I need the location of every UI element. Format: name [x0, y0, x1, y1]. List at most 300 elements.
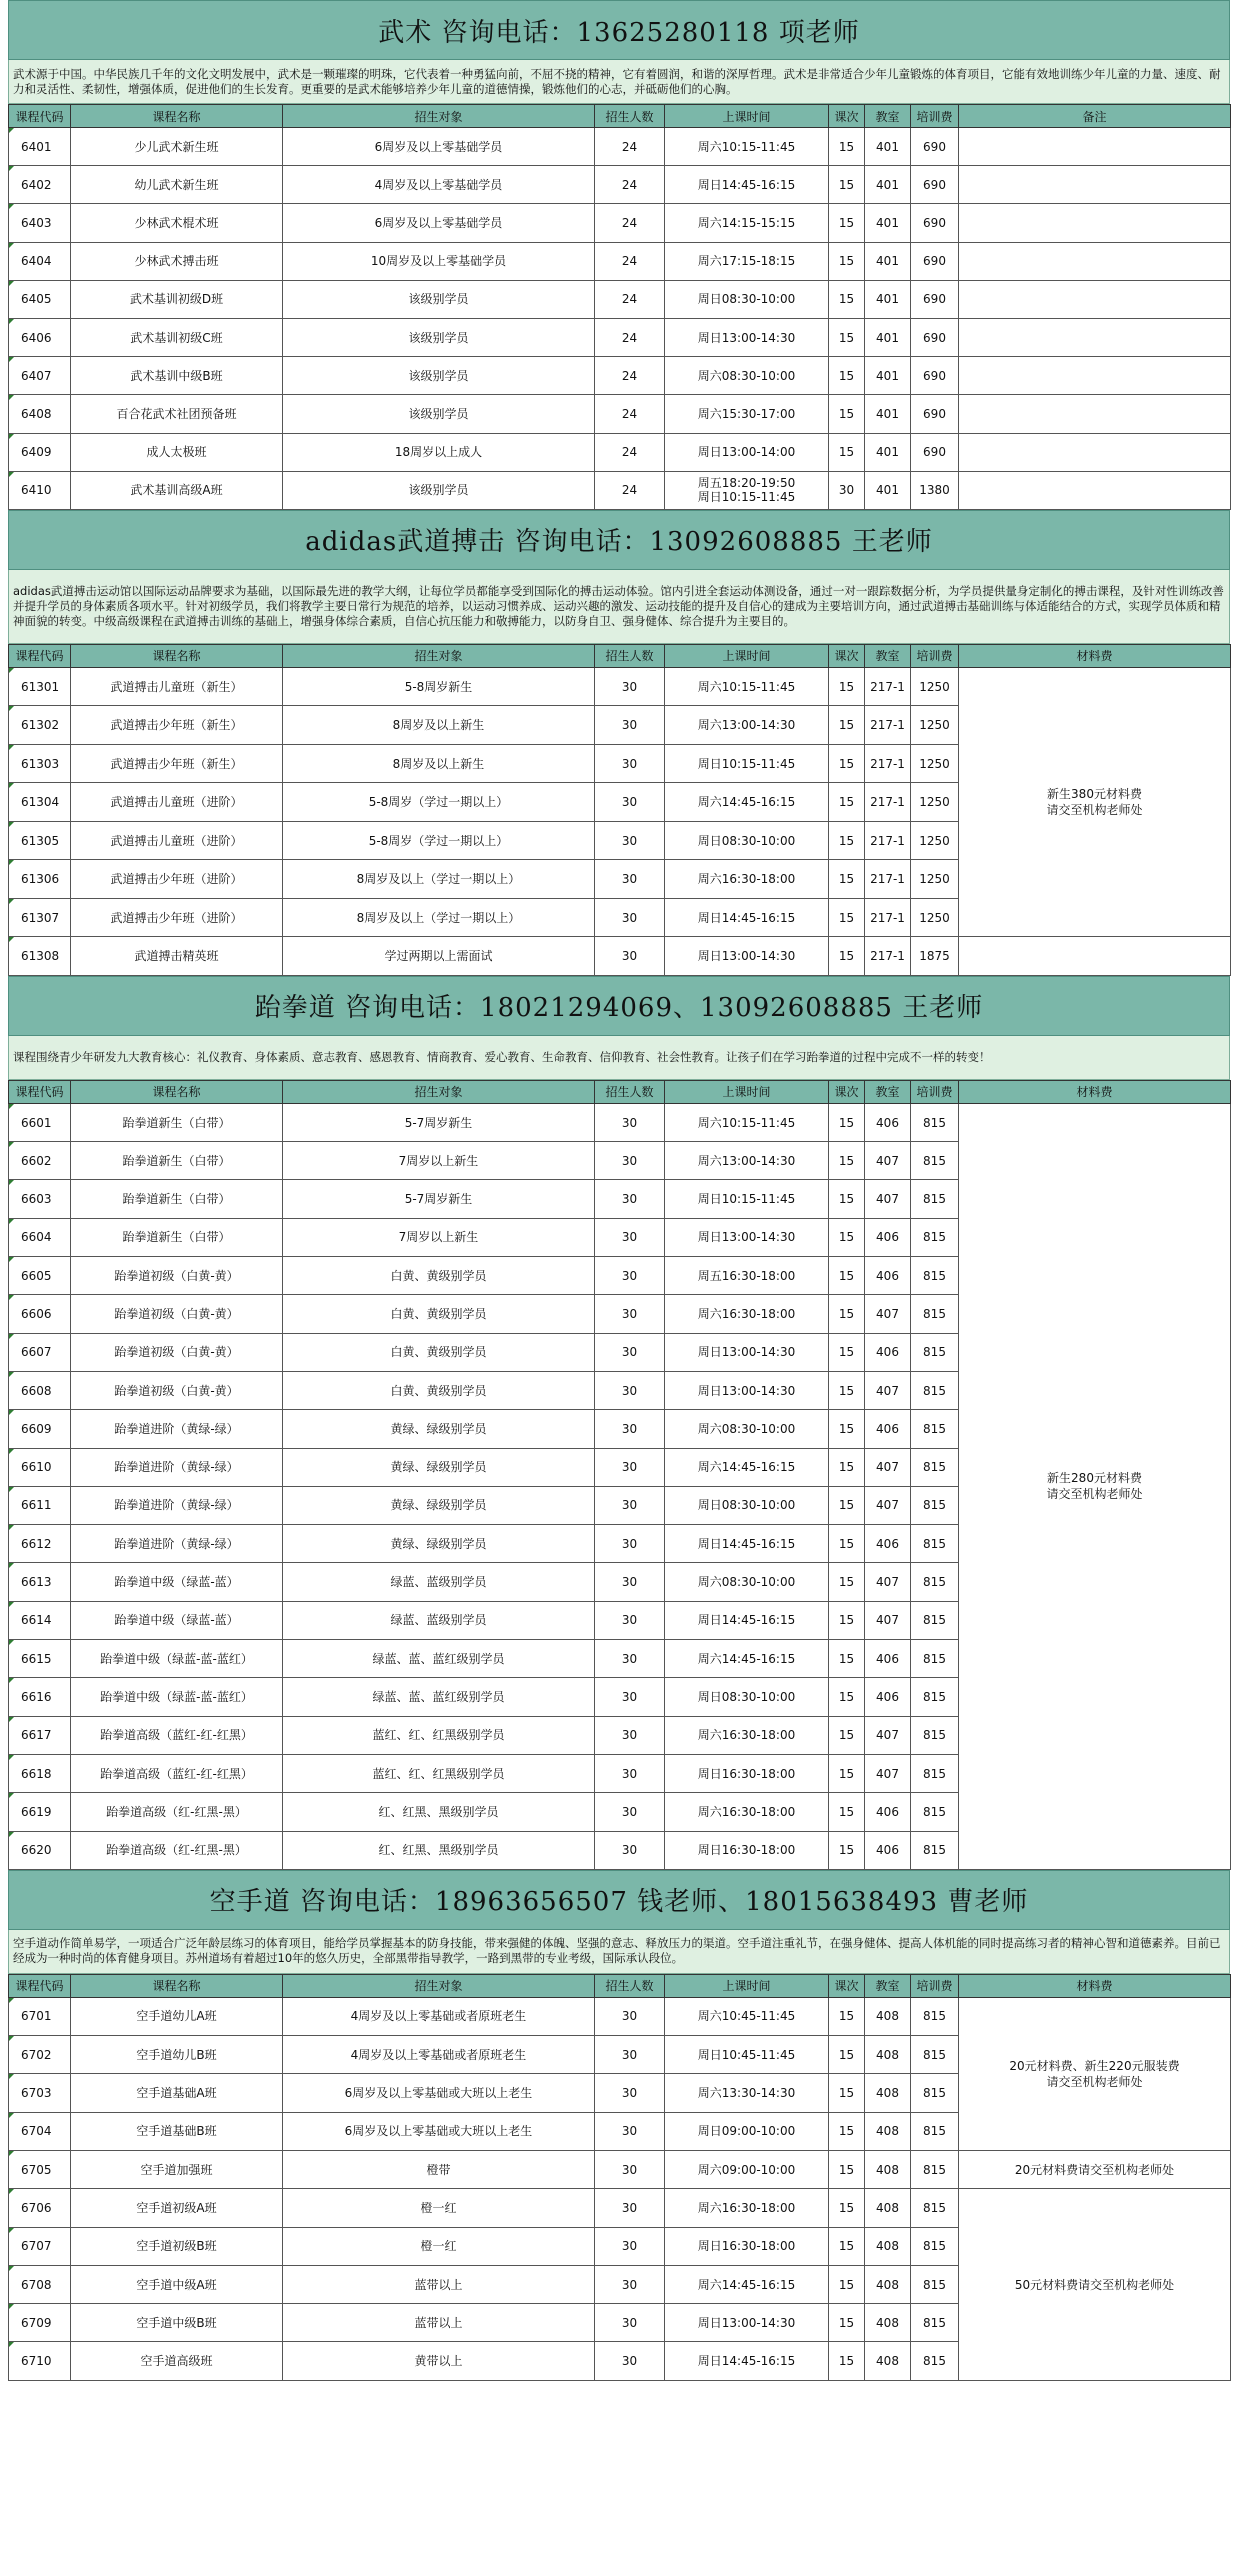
table-row: [9, 280, 1231, 318]
table-cell: 空手道高级班: [71, 2342, 283, 2380]
table-cell: 6617: [9, 1716, 71, 1754]
table-cell: 15: [829, 1831, 865, 1869]
table-row: [9, 2189, 1231, 2227]
table-cell: 6610: [9, 1448, 71, 1486]
table-cell: 217-1: [865, 706, 911, 745]
table-cell: 61303: [9, 744, 71, 783]
table-cell: 61302: [9, 706, 71, 745]
table-cell: 30: [595, 1142, 665, 1180]
table-cell: 7周岁以上新生: [283, 1218, 595, 1256]
table-cell: 6402: [9, 166, 71, 204]
table-cell: 815: [911, 2189, 959, 2227]
table-cell: 401: [865, 395, 911, 433]
table-cell: 815: [911, 2036, 959, 2074]
table-cell: 白黄、黄级别学员: [283, 1257, 595, 1295]
table-cell: 6616: [9, 1678, 71, 1716]
column-header: 招生人数: [595, 1080, 665, 1103]
table-cell: 6601: [9, 1103, 71, 1141]
table-cell: 15: [829, 242, 865, 280]
table-cell: 30: [595, 1410, 665, 1448]
table-cell: 周日14:45-16:15: [665, 2342, 829, 2380]
column-header: 培训费: [911, 1974, 959, 1997]
table-header-row: [9, 1080, 1231, 1103]
table-row: [9, 471, 1231, 509]
table-cell: 6周岁及以上零基础学员: [283, 128, 595, 166]
table-cell: 690: [911, 280, 959, 318]
table-cell: 15: [829, 433, 865, 471]
column-header: 课次: [829, 1974, 865, 1997]
column-header: 招生人数: [595, 105, 665, 128]
section-title: 武术 咨询电话：13625280118 项老师: [8, 0, 1230, 60]
table-cell: 6607: [9, 1333, 71, 1371]
table-cell: 武术基训初级D班: [71, 280, 283, 318]
table-cell: 406: [865, 1218, 911, 1256]
table-cell: 少儿武术新生班: [71, 128, 283, 166]
table-cell: 30: [595, 2189, 665, 2227]
table-cell: 15: [829, 937, 865, 976]
table-cell: 周日10:45-11:45: [665, 2036, 829, 2074]
table-cell: 周日10:15-11:45: [665, 1180, 829, 1218]
table-cell: 30: [595, 2227, 665, 2265]
table-cell: 周六10:15-11:45: [665, 1103, 829, 1141]
table-cell: 15: [829, 1601, 865, 1639]
material-fee-note: 20元材料费请交至机构老师处: [959, 2151, 1231, 2189]
table-cell: 周六13:00-14:30: [665, 706, 829, 745]
table-cell: 跆拳道初级（白黄-黄）: [71, 1333, 283, 1371]
table-cell: 6613: [9, 1563, 71, 1601]
table-cell: 815: [911, 1142, 959, 1180]
table-cell: 6710: [9, 2342, 71, 2380]
table-cell: 5-7周岁新生: [283, 1180, 595, 1218]
table-cell: 周六08:30-10:00: [665, 357, 829, 395]
table-cell: 15: [829, 1218, 865, 1256]
table-cell: 30: [595, 860, 665, 899]
table-cell: 周日13:00-14:30: [665, 1333, 829, 1371]
table-cell: 6408: [9, 395, 71, 433]
table-cell: 30: [595, 1997, 665, 2035]
table-cell: 815: [911, 1754, 959, 1792]
table-cell: 15: [829, 2265, 865, 2303]
table-cell: 815: [911, 1371, 959, 1409]
table-cell: 406: [865, 1103, 911, 1141]
table-cell: 61301: [9, 667, 71, 706]
table-header-row: [9, 105, 1231, 128]
table-cell: 15: [829, 1678, 865, 1716]
section-wudao: [8, 510, 1230, 976]
table-cell: 周日13:00-14:30: [665, 318, 829, 356]
table-cell: 空手道中级A班: [71, 2265, 283, 2303]
column-header: 教室: [865, 105, 911, 128]
table-cell: 少林武术搏击班: [71, 242, 283, 280]
table-cell: 30: [595, 1448, 665, 1486]
table-cell-remark: [959, 318, 1231, 356]
table-row: [9, 1103, 1231, 1141]
table-cell: 401: [865, 357, 911, 395]
table-cell: 5-8周岁新生: [283, 667, 595, 706]
table-cell: 690: [911, 433, 959, 471]
table-cell: 成人太极班: [71, 433, 283, 471]
table-cell: 217-1: [865, 744, 911, 783]
table-cell: 8周岁及以上（学过一期以上）: [283, 898, 595, 937]
table-cell: 18周岁以上成人: [283, 433, 595, 471]
table-cell: 武术基训高级A班: [71, 471, 283, 509]
table-cell: 6704: [9, 2112, 71, 2150]
table-cell: 30: [595, 1678, 665, 1716]
column-header-extra: 材料费: [959, 1974, 1231, 1997]
table-cell: 6703: [9, 2074, 71, 2112]
table-cell: 815: [911, 1218, 959, 1256]
table-cell: 30: [595, 2074, 665, 2112]
table-cell: 少林武术棍术班: [71, 204, 283, 242]
table-cell: 24: [595, 471, 665, 509]
table-cell: 6周岁及以上零基础学员: [283, 204, 595, 242]
table-cell: 24: [595, 357, 665, 395]
table-cell: 30: [595, 2112, 665, 2150]
table-cell: 蓝带以上: [283, 2304, 595, 2342]
table-cell: 跆拳道新生（白带）: [71, 1103, 283, 1141]
table-cell: 5-8周岁（学过一期以上）: [283, 783, 595, 822]
course-table: [8, 104, 1231, 510]
table-cell: 690: [911, 395, 959, 433]
table-cell: 15: [829, 357, 865, 395]
table-cell: 408: [865, 2304, 911, 2342]
table-cell: 815: [911, 1640, 959, 1678]
table-cell: 6609: [9, 1410, 71, 1448]
table-cell: 217-1: [865, 860, 911, 899]
table-cell: 武道搏击少年班（进阶）: [71, 860, 283, 899]
section-intro: [8, 60, 1230, 104]
table-cell: 空手道加强班: [71, 2151, 283, 2189]
table-cell: 30: [595, 744, 665, 783]
table-cell: 406: [865, 1793, 911, 1831]
table-cell: 橙带: [283, 2151, 595, 2189]
table-cell-remark: [959, 280, 1231, 318]
table-cell: 407: [865, 1486, 911, 1524]
section-intro: [8, 570, 1230, 644]
table-cell: 周日14:45-16:15: [665, 1601, 829, 1639]
table-cell: 408: [865, 2342, 911, 2380]
table-cell: 6404: [9, 242, 71, 280]
table-cell: 跆拳道进阶（黄绿-绿）: [71, 1486, 283, 1524]
column-header: 招生人数: [595, 644, 665, 667]
table-cell: 6618: [9, 1754, 71, 1792]
table-cell: 1250: [911, 667, 959, 706]
table-cell: 690: [911, 166, 959, 204]
table-cell: 407: [865, 1180, 911, 1218]
column-header: 上课时间: [665, 1974, 829, 1997]
table-cell: 周日08:30-10:00: [665, 280, 829, 318]
table-row: [9, 204, 1231, 242]
table-cell: 30: [595, 2265, 665, 2303]
table-header-row: [9, 644, 1231, 667]
table-cell: 武术基训中级B班: [71, 357, 283, 395]
table-cell: 15: [829, 1103, 865, 1141]
section-title: 空手道 咨询电话：18963656507 钱老师、18015638493 曹老师: [8, 1870, 1230, 1930]
table-cell: 815: [911, 2265, 959, 2303]
table-cell: 武道搏击少年班（进阶）: [71, 898, 283, 937]
table-cell-remark: [959, 433, 1231, 471]
table-cell: 4周岁及以上零基础或者原班老生: [283, 2036, 595, 2074]
table-cell: 蓝红、红、红黑级别学员: [283, 1754, 595, 1792]
table-cell: 绿蓝、蓝、蓝红级别学员: [283, 1678, 595, 1716]
table-cell: 6706: [9, 2189, 71, 2227]
table-cell: 跆拳道高级（红-红黑-黑）: [71, 1793, 283, 1831]
table-cell: 61307: [9, 898, 71, 937]
table-cell: 15: [829, 280, 865, 318]
table-cell: 15: [829, 1257, 865, 1295]
table-cell: 跆拳道初级（白黄-黄）: [71, 1295, 283, 1333]
table-cell: 6604: [9, 1218, 71, 1256]
table-cell: 红、红黑、黑级别学员: [283, 1831, 595, 1869]
table-cell: 白黄、黄级别学员: [283, 1295, 595, 1333]
table-cell: 周日13:00-14:30: [665, 937, 829, 976]
material-fee-note: 新生380元材料费 请交至机构老师处: [959, 667, 1231, 937]
table-cell: 690: [911, 318, 959, 356]
section-intro: [8, 1036, 1230, 1080]
table-row: [9, 242, 1231, 280]
table-cell: 30: [595, 1831, 665, 1869]
table-cell: 蓝红、红、红黑级别学员: [283, 1716, 595, 1754]
table-cell: 30: [595, 2342, 665, 2380]
table-cell: 周五18:20-19:50 周日10:15-11:45: [665, 471, 829, 509]
table-cell: 406: [865, 1640, 911, 1678]
table-cell-remark: [959, 937, 1231, 976]
table-cell: 6602: [9, 1142, 71, 1180]
table-cell: 815: [911, 1333, 959, 1371]
table-cell: 15: [829, 1180, 865, 1218]
column-header: 招生对象: [283, 644, 595, 667]
table-cell: 学过两期以上需面试: [283, 937, 595, 976]
table-cell: 周六10:45-11:45: [665, 1997, 829, 2035]
table-cell: 815: [911, 1678, 959, 1716]
table-cell: 周六14:45-16:15: [665, 1640, 829, 1678]
table-row: [9, 166, 1231, 204]
table-cell: 周六17:15-18:15: [665, 242, 829, 280]
table-cell: 30: [595, 1333, 665, 1371]
table-cell: 15: [829, 821, 865, 860]
table-cell: 406: [865, 1410, 911, 1448]
table-cell: 15: [829, 783, 865, 822]
table-cell: 6405: [9, 280, 71, 318]
table-cell: 15: [829, 1640, 865, 1678]
table-cell: 15: [829, 1486, 865, 1524]
section-title: 跆拳道 咨询电话：18021294069、13092608885 王老师: [8, 976, 1230, 1036]
table-cell: 15: [829, 1333, 865, 1371]
table-cell: 1250: [911, 821, 959, 860]
table-cell: 690: [911, 204, 959, 242]
table-row: [9, 1997, 1231, 2035]
table-cell: 周六13:00-14:30: [665, 1142, 829, 1180]
table-cell: 6403: [9, 204, 71, 242]
table-cell: 白黄、黄级别学员: [283, 1333, 595, 1371]
column-header: 课程代码: [9, 1080, 71, 1103]
column-header: 上课时间: [665, 1080, 829, 1103]
table-cell: 815: [911, 1295, 959, 1333]
table-cell: 黄绿、绿级别学员: [283, 1448, 595, 1486]
table-cell: 815: [911, 2227, 959, 2265]
table-cell: 跆拳道初级（白黄-黄）: [71, 1257, 283, 1295]
table-cell: 690: [911, 128, 959, 166]
table-cell: 周六08:30-10:00: [665, 1563, 829, 1601]
table-cell: 空手道中级B班: [71, 2304, 283, 2342]
table-row: [9, 2151, 1231, 2189]
table-cell: 690: [911, 242, 959, 280]
table-cell: 30: [595, 1563, 665, 1601]
table-cell: 白黄、黄级别学员: [283, 1371, 595, 1409]
table-cell: 15: [829, 204, 865, 242]
column-header: 培训费: [911, 1080, 959, 1103]
table-cell-remark: [959, 471, 1231, 509]
table-cell: 幼儿武术新生班: [71, 166, 283, 204]
table-cell: 武道搏击儿童班（新生）: [71, 667, 283, 706]
table-cell: 407: [865, 1563, 911, 1601]
table-cell: 30: [595, 937, 665, 976]
table-cell: 15: [829, 1448, 865, 1486]
table-cell: 1250: [911, 860, 959, 899]
table-cell: 周五16:30-18:00: [665, 1257, 829, 1295]
table-cell: 百合花武术社团预备班: [71, 395, 283, 433]
table-cell: 空手道初级B班: [71, 2227, 283, 2265]
table-cell: 15: [829, 318, 865, 356]
table-cell: 6619: [9, 1793, 71, 1831]
table-cell: 该级别学员: [283, 471, 595, 509]
table-cell: 该级别学员: [283, 280, 595, 318]
table-cell: 30: [829, 471, 865, 509]
table-cell: 30: [595, 667, 665, 706]
table-cell: 4周岁及以上零基础或者原班老生: [283, 1997, 595, 2035]
table-cell: 该级别学员: [283, 357, 595, 395]
table-cell: 24: [595, 242, 665, 280]
table-cell: 15: [829, 898, 865, 937]
table-cell: 橙一红: [283, 2227, 595, 2265]
table-cell: 815: [911, 1716, 959, 1754]
table-cell: 61306: [9, 860, 71, 899]
table-cell: 该级别学员: [283, 395, 595, 433]
table-cell: 8周岁及以上新生: [283, 744, 595, 783]
table-cell: 15: [829, 2151, 865, 2189]
table-cell: 周日16:30-18:00: [665, 1831, 829, 1869]
table-cell: 24: [595, 128, 665, 166]
table-cell: 15: [829, 744, 865, 783]
table-cell: 401: [865, 471, 911, 509]
table-cell: 15: [829, 166, 865, 204]
table-cell: 周日13:00-14:30: [665, 1218, 829, 1256]
column-header: 教室: [865, 1974, 911, 1997]
table-cell: 30: [595, 1218, 665, 1256]
table-cell: 5-8周岁（学过一期以上）: [283, 821, 595, 860]
table-cell: 周六16:30-18:00: [665, 1793, 829, 1831]
table-cell: 815: [911, 1793, 959, 1831]
section-intro-text: adidas武道搏击运动馆以国际运动品牌要求为基础，以国际最先进的教学大纲，让每位学员都能享受到国际化的搏击运动体验。馆内引进全套运动体测设备，通过一对一跟踪数据分析，为学员提供量身定制化的搏击课程，及针对性训练改善并提升学员的身体素质各项水平。针对初级学员，我们将教学主要日常行为规范的培养，以运动习惯养成、运动兴趣的激发、运动技能的提升及自信心的建成为主要培训方向，通过武道搏击基础训练与体适能结合的方式，实现学员体质和精神面貌的转变。中级高级课程在武道搏击训练的基础上，增强身体综合素质，自信心抗压能力和敬搏能力，以防身自卫、强身健体、综合提升为主要目的。: [13, 583, 1224, 628]
table-cell: 橙一红: [283, 2189, 595, 2227]
table-cell: 15: [829, 128, 865, 166]
table-cell: 408: [865, 2074, 911, 2112]
table-cell: 30: [595, 1716, 665, 1754]
section-taekwondo: [8, 976, 1230, 1870]
table-cell: 武术基训初级C班: [71, 318, 283, 356]
table-cell: 24: [595, 395, 665, 433]
table-cell: 30: [595, 783, 665, 822]
table-cell: 6606: [9, 1295, 71, 1333]
table-cell: 30: [595, 1295, 665, 1333]
table-cell: 绿蓝、蓝级别学员: [283, 1601, 595, 1639]
table-cell: 815: [911, 2074, 959, 2112]
table-cell: 15: [829, 2342, 865, 2380]
table-cell: 815: [911, 1601, 959, 1639]
table-cell: 24: [595, 280, 665, 318]
table-cell: 周六16:30-18:00: [665, 860, 829, 899]
table-cell-remark: [959, 128, 1231, 166]
table-cell: 61308: [9, 937, 71, 976]
column-header: 课程代码: [9, 105, 71, 128]
table-cell: 30: [595, 898, 665, 937]
table-header-row: [9, 1974, 1231, 1997]
section-intro-text: 课程围绕青少年研发九大教育核心：礼仪教育、身体素质、意志教育、感恩教育、情商教育、爱心教育、生命教育、信仰教育、社会性教育。让孩子们在学习跆拳道的过程中完成不一样的转变！: [13, 1049, 991, 1064]
table-cell: 1380: [911, 471, 959, 509]
table-cell: 周日08:30-10:00: [665, 1678, 829, 1716]
table-cell-remark: [959, 395, 1231, 433]
table-cell: 406: [865, 1257, 911, 1295]
table-cell: 408: [865, 2036, 911, 2074]
table-cell: 401: [865, 318, 911, 356]
table-cell: 15: [829, 395, 865, 433]
section-intro: [8, 1930, 1230, 1974]
column-header: 招生人数: [595, 1974, 665, 1997]
table-cell: 217-1: [865, 783, 911, 822]
table-cell: 6周岁及以上零基础或大班以上老生: [283, 2112, 595, 2150]
table-cell: 跆拳道进阶（黄绿-绿）: [71, 1525, 283, 1563]
table-cell: 6612: [9, 1525, 71, 1563]
table-cell-remark: [959, 204, 1231, 242]
table-cell: 815: [911, 2112, 959, 2150]
table-cell: 406: [865, 1678, 911, 1716]
column-header: 课次: [829, 644, 865, 667]
table-cell: 跆拳道新生（白带）: [71, 1142, 283, 1180]
table-cell: 15: [829, 1563, 865, 1601]
table-cell: 15: [829, 1525, 865, 1563]
table-cell: 6611: [9, 1486, 71, 1524]
table-cell: 15: [829, 2074, 865, 2112]
table-cell: 15: [829, 1716, 865, 1754]
table-cell: 黄绿、绿级别学员: [283, 1525, 595, 1563]
table-cell: 周日08:30-10:00: [665, 821, 829, 860]
table-cell: 8周岁及以上（学过一期以上）: [283, 860, 595, 899]
table-cell: 6周岁及以上零基础或大班以上老生: [283, 2074, 595, 2112]
table-cell: 407: [865, 1295, 911, 1333]
table-cell: 周六15:30-17:00: [665, 395, 829, 433]
table-cell: 6603: [9, 1180, 71, 1218]
table-cell: 15: [829, 1295, 865, 1333]
table-cell: 15: [829, 706, 865, 745]
table-cell: 跆拳道初级（白黄-黄）: [71, 1371, 283, 1409]
table-cell: 周日13:00-14:00: [665, 433, 829, 471]
table-cell: 24: [595, 166, 665, 204]
table-cell: 30: [595, 1371, 665, 1409]
table-cell: 6708: [9, 2265, 71, 2303]
table-cell: 周六13:30-14:30: [665, 2074, 829, 2112]
column-header: 课次: [829, 1080, 865, 1103]
table-cell: 15: [829, 1997, 865, 2035]
column-header: 课程代码: [9, 1974, 71, 1997]
table-cell: 绿蓝、蓝级别学员: [283, 1563, 595, 1601]
table-cell: 6707: [9, 2227, 71, 2265]
column-header: 课程名称: [71, 644, 283, 667]
table-row: [9, 937, 1231, 976]
table-cell: 30: [595, 1754, 665, 1792]
table-cell: 815: [911, 1486, 959, 1524]
table-cell: 周日16:30-18:00: [665, 1754, 829, 1792]
table-cell: 跆拳道中级（绿蓝-蓝）: [71, 1601, 283, 1639]
